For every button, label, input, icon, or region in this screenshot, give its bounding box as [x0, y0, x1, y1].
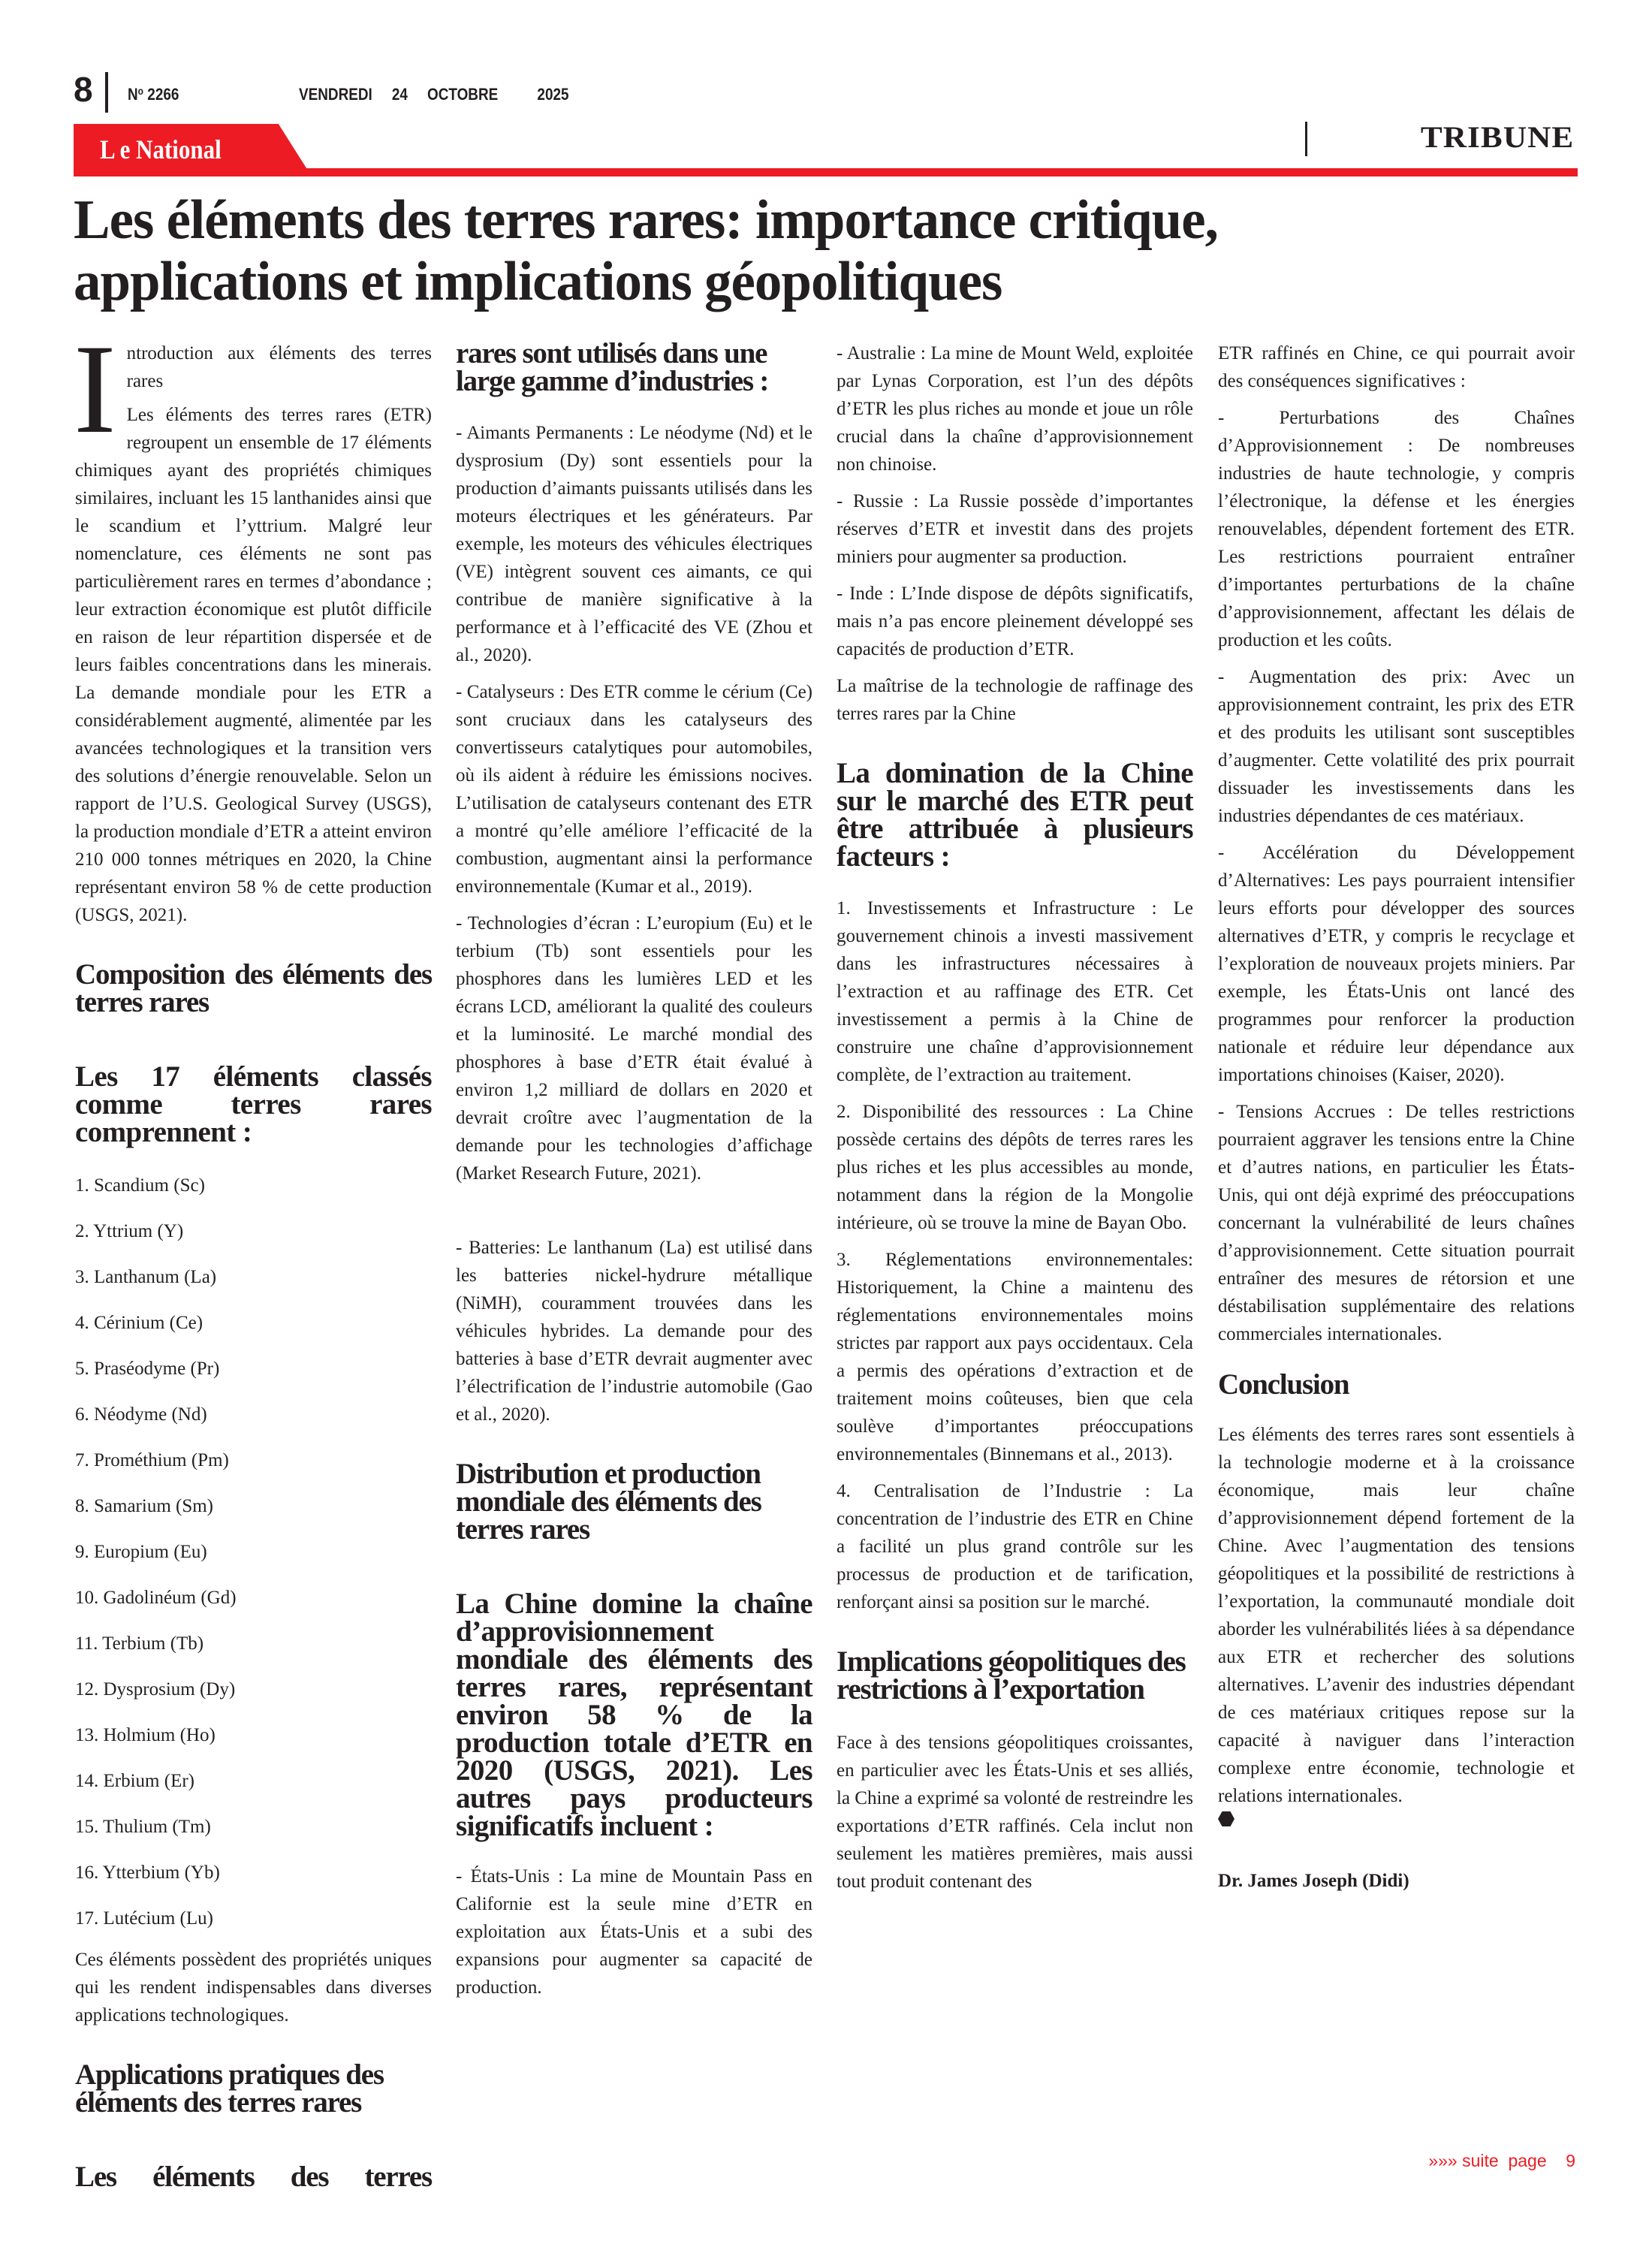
- element-list-item: 11. Terbium (Tb): [75, 1633, 204, 1654]
- element-list-item: 17. Lutécium (Lu): [75, 1908, 213, 1929]
- paragraph-usa: - États-Unis : La mine de Mountain Pass en Californie est la seule mine d’ETR en exploitation aux États-Unis et a subi des expansions pour augmenter sa capacité de production.: [456, 1866, 812, 1998]
- elements-summary: Ces éléments possèdent des propriétés uniques qui les rendent indispensables dans diverses applications technologiques.: [75, 1950, 432, 2025]
- factor-4: 4. Centralisation de l’Industrie : La concentration de l’industrie des ETR en Chine a facilité un plus grand contrôle sur les processus de production et de tarification, renforçant ainsi sa position sur le marché.: [837, 1481, 1193, 1612]
- paragraph-alternatives: - Accélération du Développement d’Alternatives: Les pays pourraient intensifier leurs efforts pour développer des sources alternatives d’ETR, y compris le recyclage et l’exploration de nouveaux projets miniers. Par exemple, les États-Unis ont lancé des programmes pour renforcer la production nationale et réduire leur dépendance aux importations chinoises (Kaiser, 2020).: [1218, 843, 1575, 1085]
- element-list-item: 12. Dysprosium (Dy): [75, 1679, 236, 1700]
- continued-on-page[interactable]: [1428, 2150, 1575, 2171]
- element-list-item: 13. Holmium (Ho): [75, 1725, 216, 1745]
- paragraph-batteries: - Batteries: Le lanthanum (La) est utilisé dans les batteries nickel-hydrure métallique (NiMH), couramment trouvées dans les véhicules hybrides. La demande pour des batteries à base d’ETR devrait augmenter avec l’électrification de l’industrie automobile (Gao et al., 2020).: [456, 1238, 812, 1425]
- issue-number: [128, 86, 179, 104]
- intro-paragraph: Les éléments des terres rares (ETR) regroupent un ensemble de 17 éléments chimiques ayant des propriétés chimiques similaires, incluant les 15 lanthanides ainsi que le scandium et l’yttrium. Malgré leur nomenclature, ces éléments ne sont pas particulièrement rares en termes d’abondance ; leur extraction économique est plutôt difficile en raison de leur répartition dispersée et de leurs faibles concentrations dans les minerais. La demande mondiale pour les ETR a considérablement augmenté, alimentée par les avancées technologiques et la transition vers des solutions d’énergie renouvelable. Selon un rapport de l’U.S. Geological Survey (USGS), la production mondiale d’ETR a atteint environ 210 000 tonnes métriques en 2020, la Chine représentant environ 58 % de cette production (USGS, 2021).: [75, 405, 432, 925]
- column-4: [1218, 339, 1575, 1902]
- continued-page-number: 9: [1566, 2151, 1575, 2170]
- paragraph-conclusion: Les éléments des terres rares sont essentiels à la technologie moderne et à la croissance économique, mais leur chaîne d’approvisionnement dépend fortement de la Chine. Avec l’augmentation des tensions géopolitiques et la possibilité de restrictions à l’exportation, la communauté mondiale doit aborder les vulnérabilités liées à sa dépendance aux ETR et rechercher des solutions alternatives. L’avenir des industries dépendant de ces matériaux critiques repose sur la capacité à naviguer dans l’interaction complexe entre économie, technologie et relations internationales.: [1218, 1425, 1575, 1806]
- intro-label: ntroduction aux éléments des terres rares: [126, 343, 432, 391]
- heading-usage-end: rares sont utilisés dans une large gamme d’industries :: [456, 337, 769, 397]
- factor-3: 3. Réglementations environnementales: Historiquement, la Chine a maintenu des réglementations environnementales moins strictes par rapport aux pays occidentaux. Cela a permis des opérations d’extraction et de traitement moins coûteuses, bien que cela soulève d’importantes préoccupations environnementales (Binnemans et al., 2013).: [837, 1250, 1193, 1464]
- element-list-item: 1. Scandium (Sc): [75, 1175, 205, 1196]
- folio-divider: [105, 72, 108, 113]
- paragraph-inde: - Inde : L’Inde dispose de dépôts significatifs, mais n’a pas encore pleinement développé ses capacités de production d’ETR.: [837, 584, 1193, 659]
- paragraph-australie: - Australie : La mine de Mount Weld, exploitée par Lynas Corporation, est l’un des dépôts d’ETR les plus riches au monde et joue un rôle crucial dans la chaîne d’approvisionnement non chinoise.: [837, 343, 1193, 475]
- heading-chine-domine: La Chine domine la chaîne d’approvisionnement mondiale des éléments des terres rares, représentant environ 58 % de la production totale d’ETR en 2020 (USGS, 2021). Les autres pays producteurs significatifs incluent :: [456, 1588, 812, 1842]
- issue-value: 2266: [147, 85, 179, 104]
- heading-conclusion: Conclusion: [1218, 1368, 1349, 1401]
- element-list-item: 5. Praséodyme (Pr): [75, 1359, 220, 1379]
- paragraph-continuation: ETR raffinés en Chine, ce qui pourrait avoir des conséquences significatives :: [1218, 343, 1575, 391]
- issue-prefix: N: [128, 85, 138, 104]
- factor-2: 2. Disponibilité des ressources : La Chine possède certains des dépôts de terres rares les plus riches et les plus accessibles au monde, notamment dans la région de la Mongolie intérieure, où se trouve la mine de Bayan Obo.: [837, 1102, 1193, 1233]
- paragraph-russie: - Russie : La Russie possède d’importantes réserves d’ETR et investit dans des projets miniers pour augmenter sa production.: [837, 491, 1193, 567]
- paragraph-face: Face à des tensions géopolitiques croissantes, en particulier avec les États-Unis et ses alliés, la Chine a exprimé sa volonté de restreindre les exportations d’ETR raffinés. Cela inclut non seulement les matières premières, mais aussi tout produit contenant des: [837, 1733, 1193, 1892]
- heading-composition: Composition des éléments des terres rares: [75, 958, 432, 1018]
- element-list: [75, 1167, 432, 1937]
- article-headline: Les éléments des terres rares: importance critique, applications et implications géopolitiques: [74, 189, 1218, 312]
- issue-sup: o: [137, 85, 144, 97]
- paragraph-tensions: - Tensions Accrues : De telles restrictions pourraient aggraver les tensions entre la Chine et d’autres nations, en particulier les États-Unis, qui ont déjà exprimé des préoccupations concernant la vulnérabilité de leurs chaînes d’approvisionnement. Cette situation pourrait entraîner des mesures de rétorsion et une déstabilisation supplémentaire des relations commerciales internationales.: [1218, 1102, 1575, 1344]
- paragraph-prix: - Augmentation des prix: Avec un approvisionnement contraint, les prix des ETR et des produits les utilisant sont susceptibles d’augmenter. Cette volatilité des prix pourrait dissuader les investissements dans les industries dépendantes de ces matériaux.: [1218, 667, 1575, 826]
- column-1: [74, 318, 432, 2193]
- element-list-item: 7. Prométhium (Pm): [75, 1450, 229, 1470]
- paragraph-perturbations: - Perturbations des Chaînes d’Approvisionnement : De nombreuses industries de haute technologie, y compris l’électronique, la défense et les énergies renouvelables, dépendent fortement des ETR. Les restrictions pourraient entraîner d’importantes perturbations de la chaîne d’approvisionnement, affectant les délais de production et les coûts.: [1218, 408, 1575, 650]
- element-list-item: 2. Yttrium (Y): [75, 1221, 184, 1241]
- section-label: TRIBUNE: [1420, 120, 1574, 154]
- paragraph-aimants: - Aimants Permanents : Le néodyme (Nd) et le dysprosium (Dy) sont essentiels pour la production d’aimants puissants utilisés dans les moteurs électriques et les générateurs. Par exemple, les moteurs des véhicules électriques (VE) intègrent souvent ces aimants, ce qui contribue de manière significative à la performance et à l’efficacité des VE (Zhou et al., 2020).: [456, 423, 812, 665]
- issue-date: VENDREDI 24 OCTOBRE 2025: [299, 85, 569, 104]
- column-2: [456, 339, 812, 2010]
- element-list-item: 9. Europium (Eu): [75, 1542, 207, 1562]
- continued-text: suite page: [1462, 2151, 1547, 2170]
- paragraph-raffinage: La maîtrise de la technologie de raffinage des terres rares par la Chine: [837, 676, 1193, 724]
- heading-applications: Applications pratiques des éléments des terres rares: [75, 2058, 384, 2119]
- heading-element-list: Les 17 éléments classés comme terres rares comprennent :: [75, 1060, 432, 1148]
- paragraph-catalyseurs: - Catalyseurs : Des ETR comme le cérium (Ce) sont cruciaux dans les catalyseurs des convertisseurs catalytiques pour automobiles, où ils aident à réduire les émissions nocives. L’utilisation de catalyseurs contenant des ETR a montré qu’elle améliore l’efficacité de la combustion, augmentant ainsi la performance environnementale (Kumar et al., 2019).: [456, 682, 812, 897]
- hexagon-end-mark-icon: [1218, 1811, 1234, 1826]
- heading-distribution: Distribution et production mondiale des éléments des terres rares: [456, 1458, 761, 1546]
- author-byline: Dr. James Joseph (Didi): [1218, 1871, 1409, 1891]
- factor-1: 1. Investissements et Infrastructure : Le gouvernement chinois a investi massivement dans les infrastructures nécessaires à l’extraction et au raffinage des ETR. Cet investissement a permis à la Chine de construire une chaîne d’approvisionnement complète, de l’extraction au traitement.: [837, 898, 1193, 1085]
- drop-cap: I: [74, 318, 116, 460]
- element-list-item: 6. Néodyme (Nd): [75, 1404, 207, 1425]
- publication-name: L e National: [100, 134, 222, 164]
- section-divider: [1305, 122, 1307, 156]
- element-list-item: 10. Gadolinéum (Gd): [75, 1588, 237, 1608]
- page-number: 8: [74, 70, 92, 109]
- continued-arrows-icon: »»»: [1428, 2151, 1458, 2170]
- heading-usage-start: Les éléments des terres: [75, 2161, 432, 2193]
- heading-implications: Implications géopolitiques des restrictions à l’exportation: [837, 1645, 1186, 1706]
- heading-domination: La domination de la Chine sur le marché des ETR peut être attribuée à plusieurs facteurs :: [837, 757, 1193, 873]
- element-list-item: 15. Thulium (Tm): [75, 1817, 211, 1837]
- paragraph-ecran: - Technologies d’écran : L’europium (Eu) et le terbium (Tb) sont essentiels pour les phosphores dans les lumières LED et les écrans LCD, améliorant la qualité des couleurs et la luminosité. Le marché mondial des phosphores à base d’ETR était évalué à environ 1,2 milliard de dollars en 2020 et devrait croître avec l’augmentation de la demande pour les technologies d’affichage (Market Research Future, 2021).: [456, 913, 812, 1184]
- element-list-item: 3. Lanthanum (La): [75, 1267, 217, 1287]
- element-list-item: 16. Ytterbium (Yb): [75, 1862, 220, 1883]
- element-list-item: 14. Erbium (Er): [75, 1771, 194, 1791]
- column-3: [837, 339, 1193, 1905]
- element-list-item: 8. Samarium (Sm): [75, 1496, 214, 1516]
- element-list-item: 4. Cérinium (Ce): [75, 1313, 203, 1333]
